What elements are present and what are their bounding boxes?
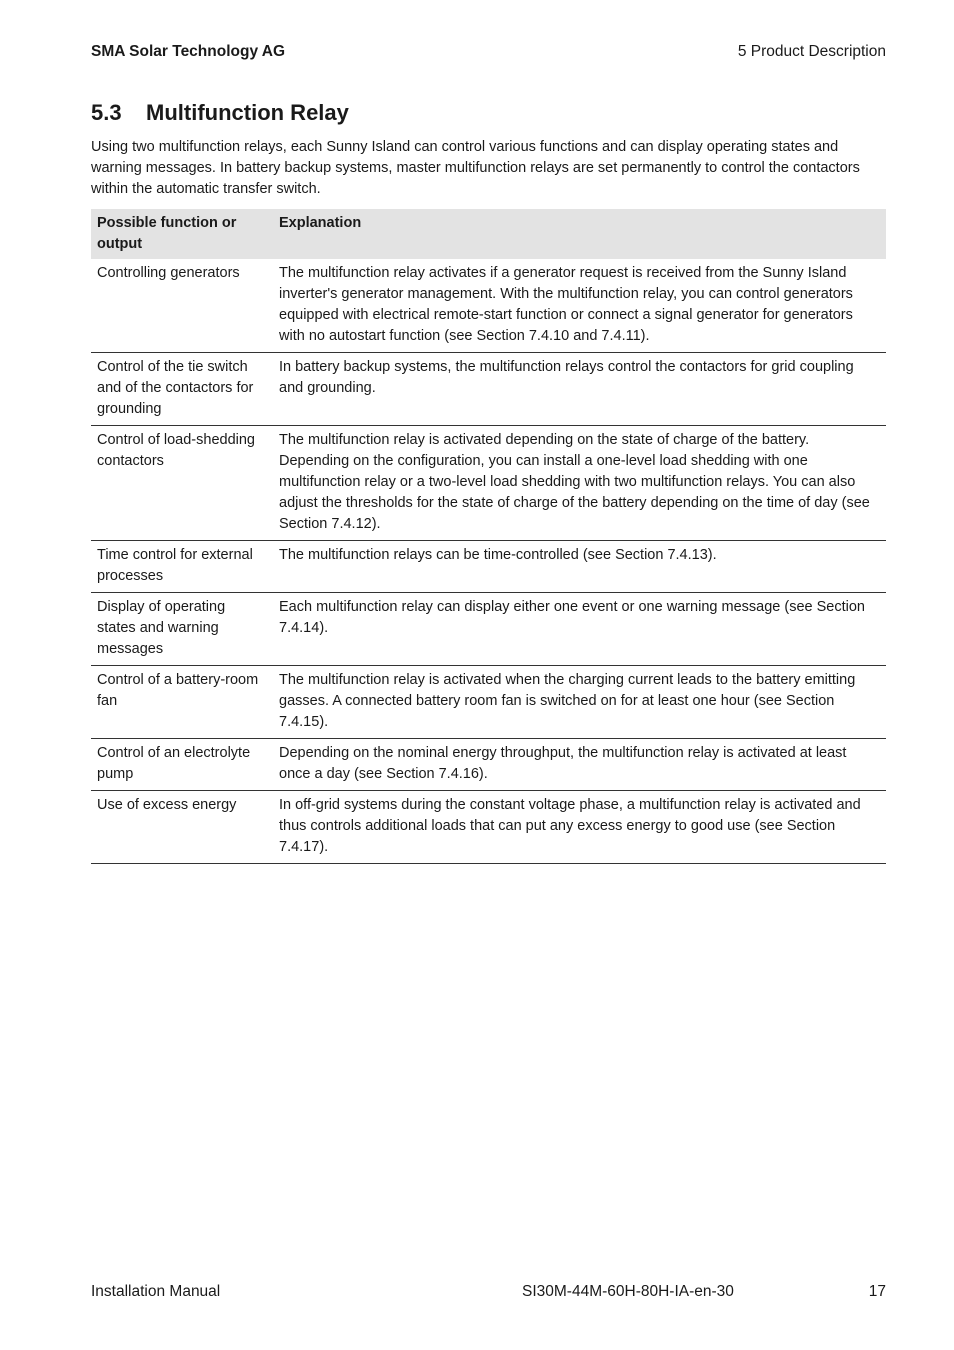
table-row [91,791,886,864]
function-cell: Controlling generators [91,259,273,353]
table-row [91,593,886,666]
intro-paragraph: Using two multifunction relays, each Sunny Island can control various functions and can display operating states and warning messages. In battery backup systems, master multifunction relays are set permanently to control the contactors within the automatic transfer switch. [91,139,860,197]
section-number: 5.3 [91,100,122,125]
function-cell: Use of excess energy [91,791,273,864]
explanation-cell: Depending on the nominal energy throughput, the multifunction relay is activated at least once a day (see Section 7.4.16). [273,739,886,791]
document-id: SI30M-44M-60H-80H-IA-en-30 [522,1283,734,1300]
explanation-cell: The multifunction relays can be time-controlled (see Section 7.4.13). [273,541,886,593]
section-title: Multifunction Relay [146,100,349,125]
table-row [91,259,886,353]
manual-title: Installation Manual [91,1283,221,1300]
page-number: 17 [868,1283,886,1300]
explanation-cell: The multifunction relay activates if a generator request is received from the Sunny Island inverter's generator management. With the multifunction relay, you can control generators equipped with electrical remote-start function or connect a signal generator for generators with no autostart function (see Section 7.4.10 and 7.4.11). [273,259,886,353]
explanation-cell: In battery backup systems, the multifunction relays control the contactors for grid coupling and grounding. [273,353,886,426]
function-cell: Control of the tie switch and of the contactors for grounding [91,353,273,426]
table-row [91,426,886,541]
company-name: SMA Solar Technology AG [91,43,286,60]
function-cell: Control of load-shedding contactors [91,426,273,541]
function-cell: Control of an electrolyte pump [91,739,273,791]
table-row [91,353,886,426]
chapter-title: 5 Product Description [737,43,886,60]
function-cell: Control of a battery-room fan [91,666,273,739]
function-cell: Time control for external processes [91,541,273,593]
header-explanation: Explanation [273,209,886,259]
table-row [91,739,886,791]
function-cell: Display of operating states and warning messages [91,593,273,666]
explanation-cell: In off-grid systems during the constant voltage phase, a multifunction relay is activated and thus controls additional loads that can put any excess energy to good use (see Section 7.4.17). [273,791,886,864]
page-header [91,43,886,61]
table-row [91,666,886,739]
header-function: Possible function or output [91,209,273,259]
table-row [91,541,886,593]
table-header-row [91,209,886,259]
function-table [91,209,886,864]
explanation-cell: The multifunction relay is activated depending on the state of charge of the battery. Depending on the configuration, you can install a one-level load shedding with one multifunction relay or a two-level load shedding with two multifunction relays. You can also adjust the thresholds for the state of charge of the battery depending on the time of day (see Section 7.4.12). [273,426,886,541]
section-heading [91,100,349,126]
explanation-cell: The multifunction relay is activated when the charging current leads to the battery emitting gasses. A connected battery room fan is switched on for at least one hour (see Section 7.4.15). [273,666,886,739]
explanation-cell: Each multifunction relay can display either one event or one warning message (see Section 7.4.14). [273,593,886,666]
